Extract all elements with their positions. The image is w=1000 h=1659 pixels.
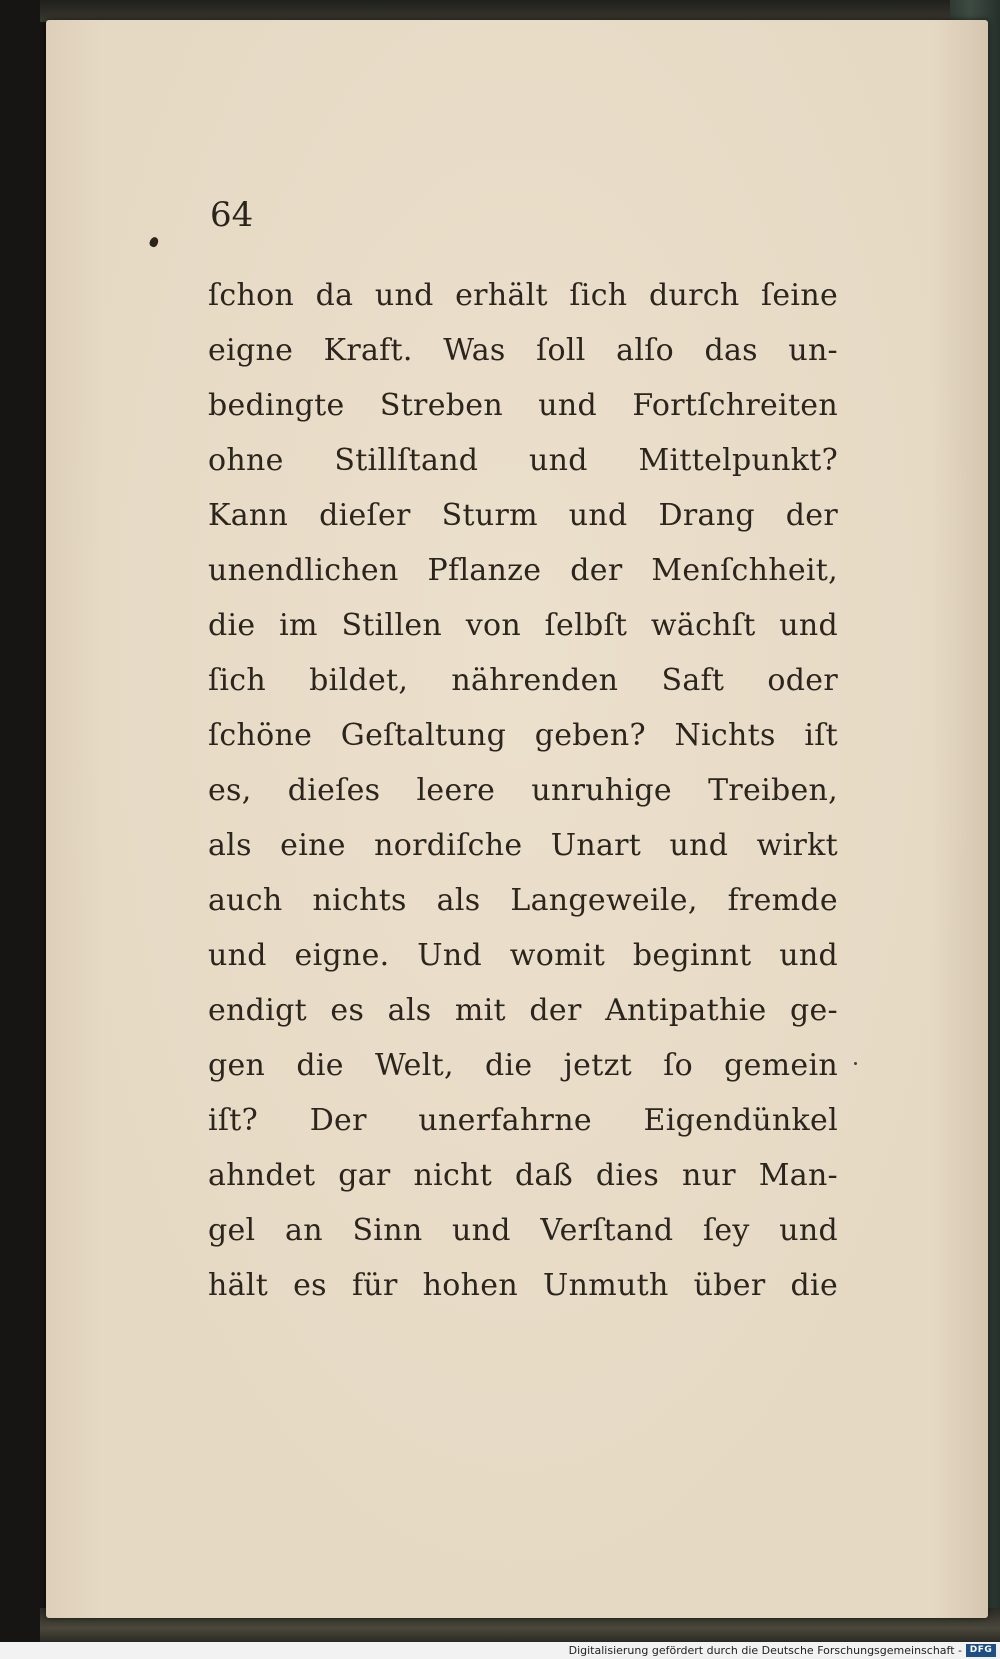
text-line: die im Stillen von ſelbſt wächſt und [208,608,838,643]
text-line: und eigne. Und womit beginnt und [208,938,838,973]
footer-bar [0,1642,1000,1659]
text-line: ohne Stillſtand und Mittelpunkt? [208,443,838,478]
ink-speck [854,1062,857,1065]
text-line: ahndet gar nicht daß dies nur Man- [208,1158,838,1193]
text-line: gel an Sinn und Verſtand ſey und [208,1213,838,1248]
text-line: endigt es als mit der Antipathie ge- [208,993,838,1028]
text-line: hält es für hohen Unmuth über die [208,1268,838,1303]
book-edge-top [40,0,1000,22]
page-text [208,268,838,1313]
text-line: ſchöne Geſtaltung geben? Nichts iſt [208,718,838,753]
text-line: gen die Welt, die jetzt ſo gemein [208,1048,838,1083]
page-number: 64 [210,195,254,235]
text-line: auch nichts als Langeweile, fremde [208,883,838,918]
text-line: unendlichen Pflanze der Menſchheit, [208,553,838,588]
funding-credit: Digitalisierung gefördert durch die Deutsche Forschungsgemeinschaft - [568,1644,962,1657]
text-line: als eine nordiſche Unart und wirkt [208,828,838,863]
text-line: Kann dieſer Sturm und Drang der [208,498,838,533]
dfg-logo: DFG [966,1644,996,1657]
text-line: bedingte Streben und Fortſchreiten [208,388,838,423]
text-line: iſt? Der unerfahrne Eigendünkel [208,1103,838,1138]
text-line: eigne Kraft. Was ſoll alſo das un- [208,333,838,368]
text-line: ſchon da und erhält ſich durch ſeine [208,278,838,313]
text-line: ſich bildet, nährenden Saft oder [208,663,838,698]
text-line: es, dieſes leere unruhige Treiben, [208,773,838,808]
